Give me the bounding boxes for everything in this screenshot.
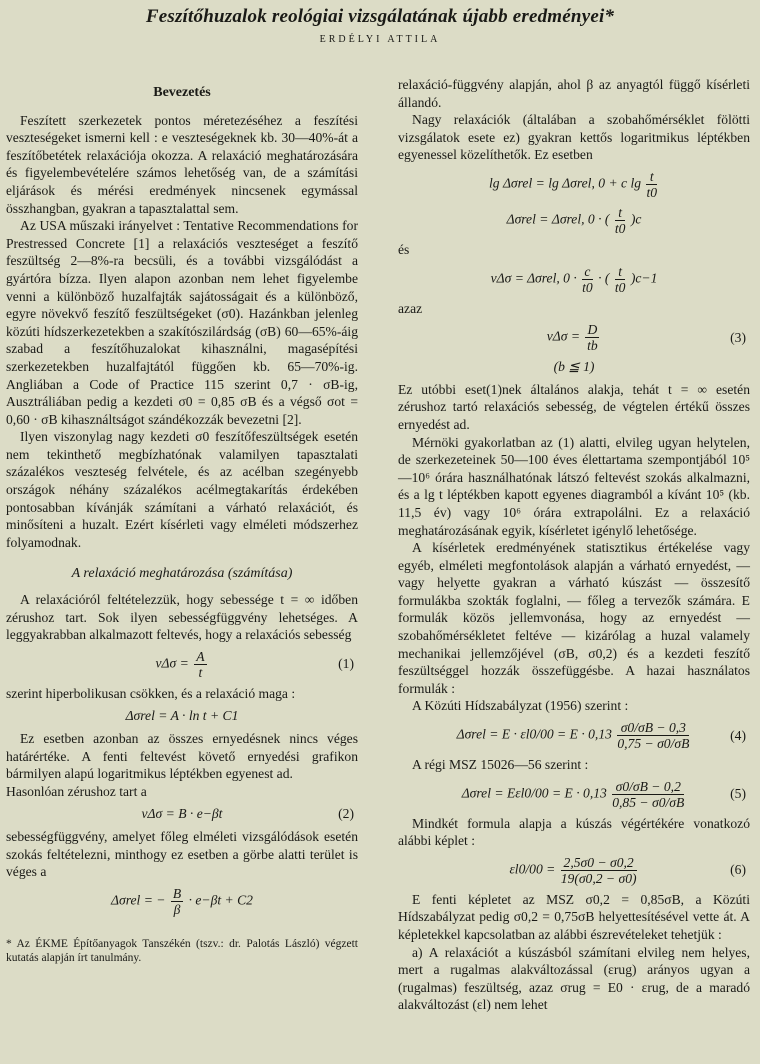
fraction: [612, 779, 684, 810]
fraction: [615, 264, 626, 295]
numerator: σ0/σB − 0,3: [617, 720, 689, 736]
right-column: [398, 76, 750, 1014]
fraction: [582, 264, 593, 295]
numerator: D: [587, 322, 598, 338]
denominator: β: [173, 901, 181, 917]
numerator: B: [172, 885, 182, 901]
denominator: t0: [646, 184, 658, 200]
paragraph: Mérnöki gyakorlatban az (1) alatti, elvileg ugyan helytelen, de szerkezeteinek 50—100 éves élettartama szempontjából 10⁵—10⁶ órára használhatónak látszó feltevést szokás alkalmazni, és a lg t léptékben kapott egyenes diagramból a kívánt 10⁵ (kb. 11,5 év) vagy 10⁶ órára extrapolálni. Ez a relaxáció meghatározásának egyik, kísérletet igénylő lehetősége.: [398, 434, 750, 538]
fraction: [646, 169, 657, 200]
paragraph: Mindkét formula alapja a kúszás végértékére vonatkozó alábbi képlet :: [398, 815, 750, 849]
equation-lhs: vΔσ = Δσrel, 0 ·: [490, 270, 577, 286]
equation-number: (5): [730, 786, 746, 802]
equation-mid: · (: [598, 270, 610, 286]
equation-rhs: · e−βt + C2: [188, 892, 253, 908]
paragraph: relaxáció-függvény alapján, ahol β az anyagtól függő kísérleti állandó.: [398, 77, 750, 110]
fraction: [585, 322, 599, 353]
paragraph: A régi MSZ 15026—56 szerint :: [412, 757, 589, 773]
equation-lhs: Δσrel = E · εl0/00 = E · 0,13: [456, 726, 612, 742]
paragraph: azaz: [398, 300, 423, 316]
denominator: t0: [614, 279, 626, 295]
numerator: σ0/σB − 0,2: [612, 779, 684, 795]
paragraph: Ez utóbbi eset(1)nek általános alakja, tehát t = ∞ esetén zérushoz tartó relaxációs sebesség, de végtelen értékű összes ernyedést ad.: [398, 381, 750, 432]
equation-number: (6): [730, 862, 746, 878]
paragraph: A kísérletek eredményének statisztikus értékelése vagy egyéb, elméleti megfontolások alapján a várható ernyedést, — vagy helyette gyakran a várható kúszást — összesítő formulákba szokták foglalni, — főleg a tervezők számára. E formulák közös jellemvonása, hogy az ernyedést — szobahőmérsékletet feltéve — kizárólag a huzal valamely mechanikai jellemzőjével (σB, σ0,2) és a kezdeti feszítő feszültséggel hozzák összefüggésbe. A hazai használatos formulák :: [398, 540, 750, 696]
denominator: t0: [614, 220, 626, 236]
fraction: [171, 886, 183, 917]
fraction: [194, 649, 206, 680]
equation-lhs: Δσrel = Eεl0/00 = E · 0,13: [461, 785, 607, 801]
numerator: A: [196, 648, 205, 664]
paragraph: Nagy relaxációk (általában a szobahőmérséklet fölötti vizsgálatok esete ez) gyakran kettős logaritmikus léptékben egyenessel közelíthetők. Ez esetben: [398, 112, 750, 163]
denominator: 0,85 − σ0/σB: [612, 794, 685, 810]
equation-lhs: Δσrel = Δσrel, 0 · (: [506, 211, 610, 227]
equation-number: (3): [730, 329, 746, 345]
left-column: [6, 62, 358, 965]
equation-1: [6, 649, 358, 680]
denominator: t: [198, 664, 203, 680]
numerator: t: [615, 205, 626, 221]
equation-body: vΔσ = B · e−βt: [141, 806, 223, 822]
denominator: tb: [587, 338, 598, 354]
paragraph: A Közúti Hídszabályzat (1956) szerint :: [412, 698, 629, 714]
section-heading-introduction: Bevezetés: [153, 85, 211, 100]
denominator: 19(σ0,2 − σ0): [560, 870, 637, 886]
equation-lhs: Δσrel = −: [111, 892, 166, 908]
denominator: t0: [582, 279, 593, 295]
equation-lhs: vΔσ =: [155, 655, 189, 671]
paragraph: a) A relaxációt a kúszásból számítani elvileg nem helyes, mert a rugalmas alakváltozással (εrug) arányos ugyan a (rugalmas) feszültség, azaz σrug = E0 · εrug, de a maradó alakváltozást (εl) nem lehet: [398, 944, 750, 1013]
numerator: t: [615, 264, 626, 280]
equation-1b: Δσrel = A · ln t + C1: [125, 708, 239, 724]
paragraph: A relaxációról feltételezzük, hogy sebessége t = ∞ időben zérushoz tart. Sok ilyen sebességfüggvény lehetséges. A leggyakrabban alkalmazott feltevés, hogy a relaxációs sebesség: [6, 592, 358, 643]
paragraph: E fenti képletet az MSZ σ0,2 = 0,85σB, a Közúti Hídszabályzat pedig σ0,2 = 0,75σB helyettesítésével vette át. A képletekkel kapcsolatban az alábbi észrevételeket tehetjük :: [398, 891, 750, 942]
numerator: t: [646, 169, 657, 185]
equation-lhs: εl0/00 =: [509, 861, 556, 877]
numerator: c: [582, 264, 593, 280]
equation-number: (2): [338, 806, 354, 822]
equation-3: [398, 322, 750, 353]
paragraph: szerint hiperbolikusan csökken, és a relaxáció maga :: [6, 685, 296, 701]
equation-5: [398, 779, 750, 810]
equation-2b: [6, 886, 358, 917]
paragraph: Ez esetben azonban az összes ernyedésnek nincs véges határértéke. A fenti feltevést követő ernyedési grafikon bármilyen alapú logaritmikus léptékben egyenest ad.: [6, 731, 358, 782]
article-title: Feszítőhuzalok reológiai vizsgálatának újabb eredményei*: [145, 6, 615, 27]
paragraph: Ilyen viszonylag nagy kezdeti σ0 feszítőfeszültségek esetén nem tekinthető megbízhatónak valamilyen tapasztalati százalékos veszteség felvétele, és az acélban szegényebb országok néhány százalékos acélmegtakarítás érdekében pontosabban kívánják számítani a várható relaxációt, és minősíteni a huzalt. Ezért kísérleti vagy elméleti módszerhez folyamodnak.: [6, 429, 358, 550]
equation-4: [398, 720, 750, 751]
equation-a: [398, 169, 750, 200]
fraction: [561, 855, 637, 886]
numerator: 2,5σ0 − σ0,2: [561, 855, 637, 871]
equation-2: [6, 805, 358, 823]
equation-6: [398, 855, 750, 886]
paragraph: sebességfüggvény, amelyet főleg elméleti vizsgálódások esetén szokás feltételezni, minthogy ez esetben a görbe alatti terület is véges a: [6, 828, 358, 880]
paragraph: Feszített szerkezetek pontos méretezéséhez a feszítési veszteségeket ismerni kell : e veszteségeknek kb. 30—40%-át a feszítőbetétek relaxációja okozza. A relaxáció meghatározására és figyelembevételére számos lehetőség van, de a számítási eljárások és mérési eredmények nincsenek egymással összhangban, gyakran a tapasztalattal sem.: [6, 112, 358, 216]
equation-b: [398, 205, 750, 236]
paragraph: és: [398, 241, 410, 257]
author-name: ERDÉLYI ATTILA: [319, 34, 441, 45]
denominator: 0,75 − σ0/σB: [617, 736, 690, 752]
equation-lhs: vΔσ =: [546, 328, 581, 344]
equation-number: (1): [338, 656, 354, 672]
equation-number: (4): [730, 727, 746, 743]
equation-3-condition: (b ≦ 1): [553, 359, 595, 375]
fraction: [617, 720, 689, 751]
equation-rhs: )c: [630, 211, 642, 227]
paragraph: Hasonlóan zérushoz tart a: [6, 783, 147, 799]
footnote: * Az ÉKME Építőanyagok Tanszékén (tszv.: dr. Palotás László) végzett kutatás alapján írt tanulmány.: [6, 937, 358, 964]
paragraph: Az USA műszaki irányelvet : Tentative Recommendations for Prestressed Concrete [1] a relaxációs veszteséget a feszítő feszültség 2—8%-ra becsüli, és a további vizsgálódást a gyártóra bízza. Ilyen alapon azonban nem lehet figyelembe venni a különböző huzalfajták sajátosságait és a különböző, egyre növekvő feszítő feszültségeket (σ0). Hazánkban jelenleg közúti hídszerkezetekben a szakítószilárdság (σB) 60—65%-áig szabad a feszítőhuzalokat kihasználni, magasépítési szerkezetekben huzalfajtától függően kb. 65—70%-ig. Angliában a Code of Practice 115 szerint 0,7 · σB-ig, Ausztráliában pedig a kezdeti σ0 = 0,85 σB és a végső σot = 0,60 · σB kihasználtságot szándékozzák bevezetni [2].: [6, 218, 358, 427]
fraction: [615, 205, 626, 236]
equation-rhs: )c−1: [630, 270, 658, 286]
equation-lhs: lg Δσrel = lg Δσrel, 0 + c lg: [488, 175, 642, 191]
equation-c: [398, 264, 750, 295]
section-heading-relaxation: A relaxáció meghatározása (számítása): [71, 566, 293, 582]
